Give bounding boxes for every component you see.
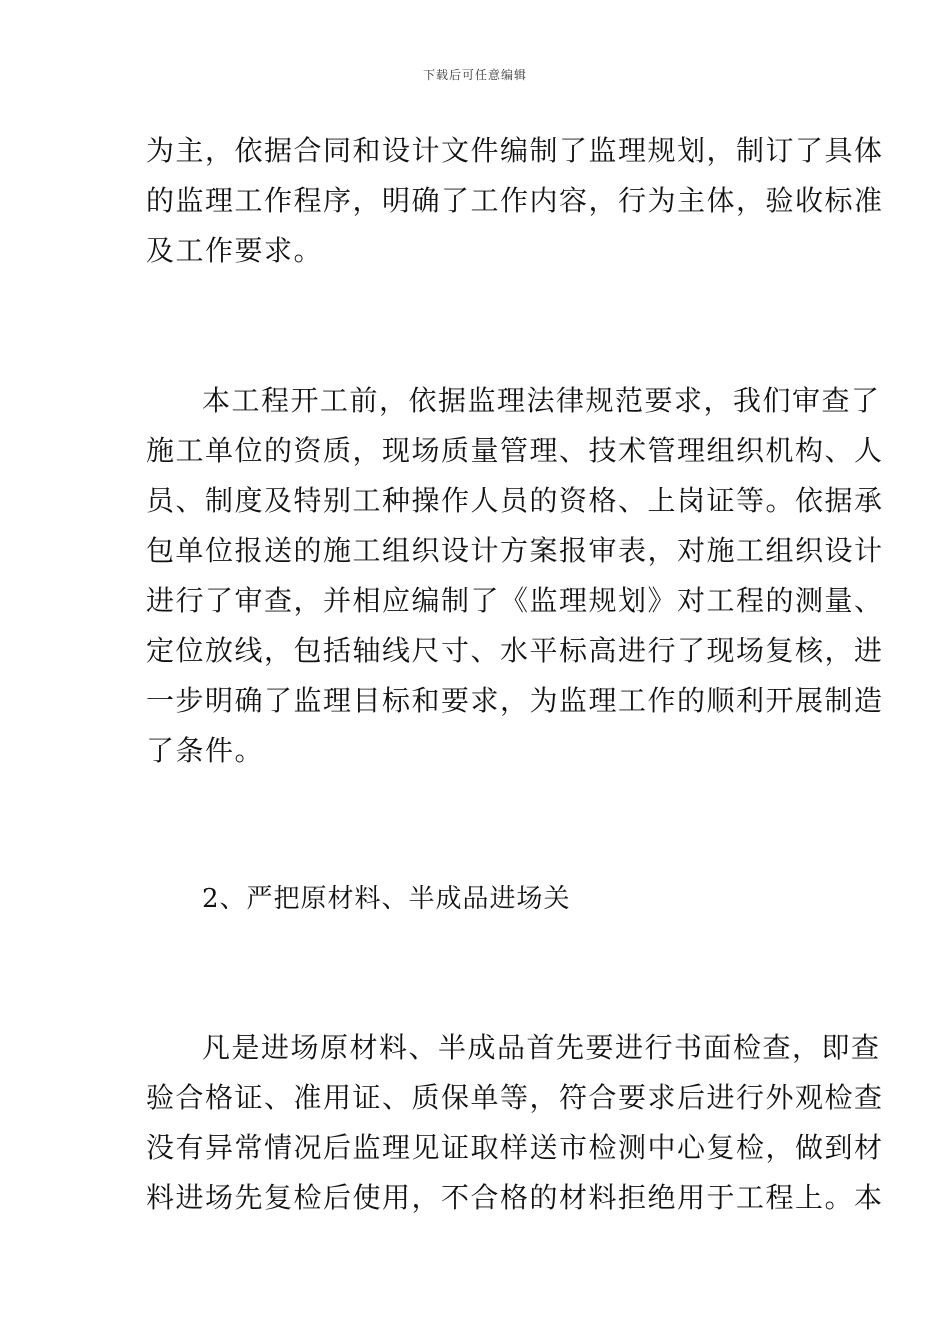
paragraph-line: 验合格证、准用证、质保单等，符合要求后进行外观检查 (146, 1081, 884, 1114)
paragraph-line: 定位放线，包括轴线尺寸、水平标高进行了现场复核，进 (146, 634, 884, 667)
paragraph-line: 没有异常情况后监理见证取样送市检测中心复检，做到材 (146, 1131, 884, 1164)
paragraph-spacer (146, 276, 806, 376)
paragraph-line: 料进场先复检后使用，不合格的材料拒绝用于工程上。本 (146, 1181, 884, 1214)
paragraph-1 (146, 126, 884, 276)
paragraph-line: 包单位报送的施工组织设计方案报审表，对施工组织设计 (146, 534, 884, 567)
page-header-watermark: 下载后可任意编辑 (422, 68, 527, 82)
paragraph-line: 及工作要求。 (146, 234, 324, 267)
paragraph-line: 进行了审查，并相应编制了《监理规划》对工程的测量、 (146, 584, 884, 617)
paragraph-line: 本工程开工前，依据监理法律规范要求，我们审查了 (202, 384, 881, 417)
paragraph-2 (146, 376, 884, 776)
section-heading (146, 874, 806, 924)
paragraph-spacer (146, 924, 806, 1023)
paragraph-line: 员、制度及特别工种操作人员的资格、上岗证等。依据承 (146, 484, 884, 517)
paragraph-line: 了条件。 (146, 734, 265, 767)
document-body (146, 126, 884, 1223)
paragraph-line: 一步明确了监理目标和要求，为监理工作的顺利开展制造 (146, 684, 884, 717)
paragraph-spacer (146, 776, 806, 874)
paragraph-3 (146, 1023, 884, 1223)
paragraph-line: 的监理工作程序，明确了工作内容，行为主体，验收标准 (146, 184, 884, 217)
paragraph-line: 凡是进场原材料、半成品首先要进行书面检查，即查 (202, 1031, 881, 1064)
section-heading-text: 2、严把原材料、半成品进场关 (202, 884, 571, 914)
paragraph-line: 施工单位的资质，现场质量管理、技术管理组织机构、人 (146, 434, 884, 467)
paragraph-line: 为主，依据合同和设计文件编制了监理规划，制订了具体 (146, 134, 884, 167)
